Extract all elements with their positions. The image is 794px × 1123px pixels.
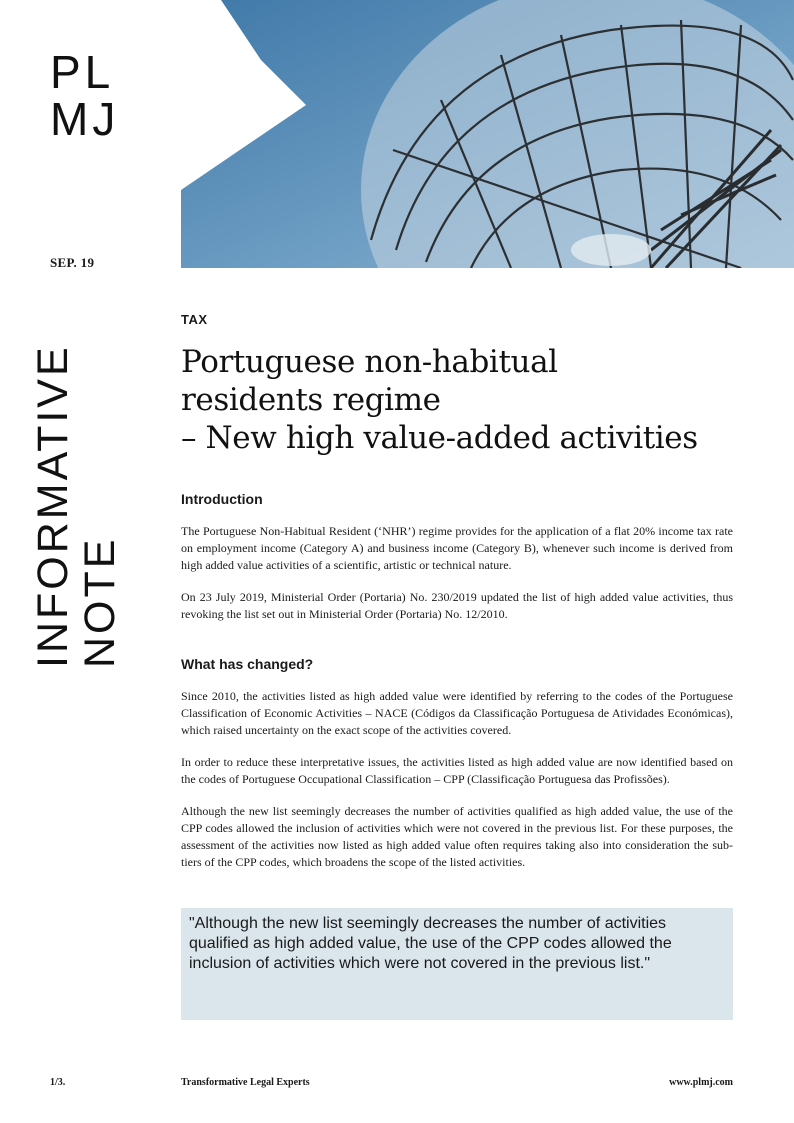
title-line2: residents regime [181,382,441,418]
page-number: 1/3. [50,1077,66,1088]
what-changed-paragraph-3: Although the new list seemingly decreases the number of activities qualified as high added value, the use of the CPP codes allowed the inclusion of activities which were not covered in the previous list. For these purposes, the assessment of the activities now listed as high added value often requires taking also into consideration the sub-tiers of the CPP codes, which broadens the scope of the listed activities. [181,804,733,869]
title-line1: Portuguese non-habitual [181,344,558,380]
page-title [181,343,733,457]
main-content [181,312,733,886]
introduction-paragraph-2: On 23 July 2019, Ministerial Order (Portaria) No. 230/2019 updated the list of high added value activities, thus revoking the list set out in Ministerial Order (Portaria) No. 12/2010. [181,590,733,621]
what-changed-paragraph-1: Since 2010, the activities listed as high added value were identified by referring to the codes of the Portuguese Classification of Economic Activities – NACE (Códigos da Classificação Portuguesa de Atividades Económicas), which raised uncertainty on the exact scope of the activities covered. [181,689,733,737]
svg-text:MJ: MJ [50,93,120,140]
satellite-dish-image [181,0,794,268]
plmj-logo [50,50,132,140]
website-link[interactable]: www.plmj.com [669,1077,733,1088]
introduction-heading: Introduction [181,491,263,507]
what-changed-heading: What has changed? [181,656,314,672]
title-line3: – New high value-added activities [181,420,698,456]
informative-note-vertical-title [30,308,124,668]
svg-text:PL: PL [50,50,115,98]
pull-quote [181,908,733,1020]
issue-date: SEP. 19 [50,255,95,270]
pull-quote-text: "Although the new list seemingly decreases the number of activities qualified as high added value, the use of the CPP codes allowed the inclusion of activities which were not covered in the previous list." [189,915,672,972]
what-changed-paragraph-2: In order to reduce these interpretative issues, the activities listed as high added value are now identified based on the codes of Portuguese Occupational Classification – CPP (Classificação Portuguesa das Profissões). [181,755,733,786]
footer-tagline: Transformative Legal Experts [181,1077,310,1088]
section-tag: TAX [181,312,208,327]
side-title-line2: NOTE [76,536,124,668]
side-title-line1: INFORMATIVE [29,344,77,668]
introduction-paragraph-1: The Portuguese Non-Habitual Resident (‘NHR’) regime provides for the application of a flat 20% income tax rate on employment income (Category A) and business income (Category B), whenever such income is derived from high added value activities of a scientific, artistic or technical nature. [181,524,733,572]
